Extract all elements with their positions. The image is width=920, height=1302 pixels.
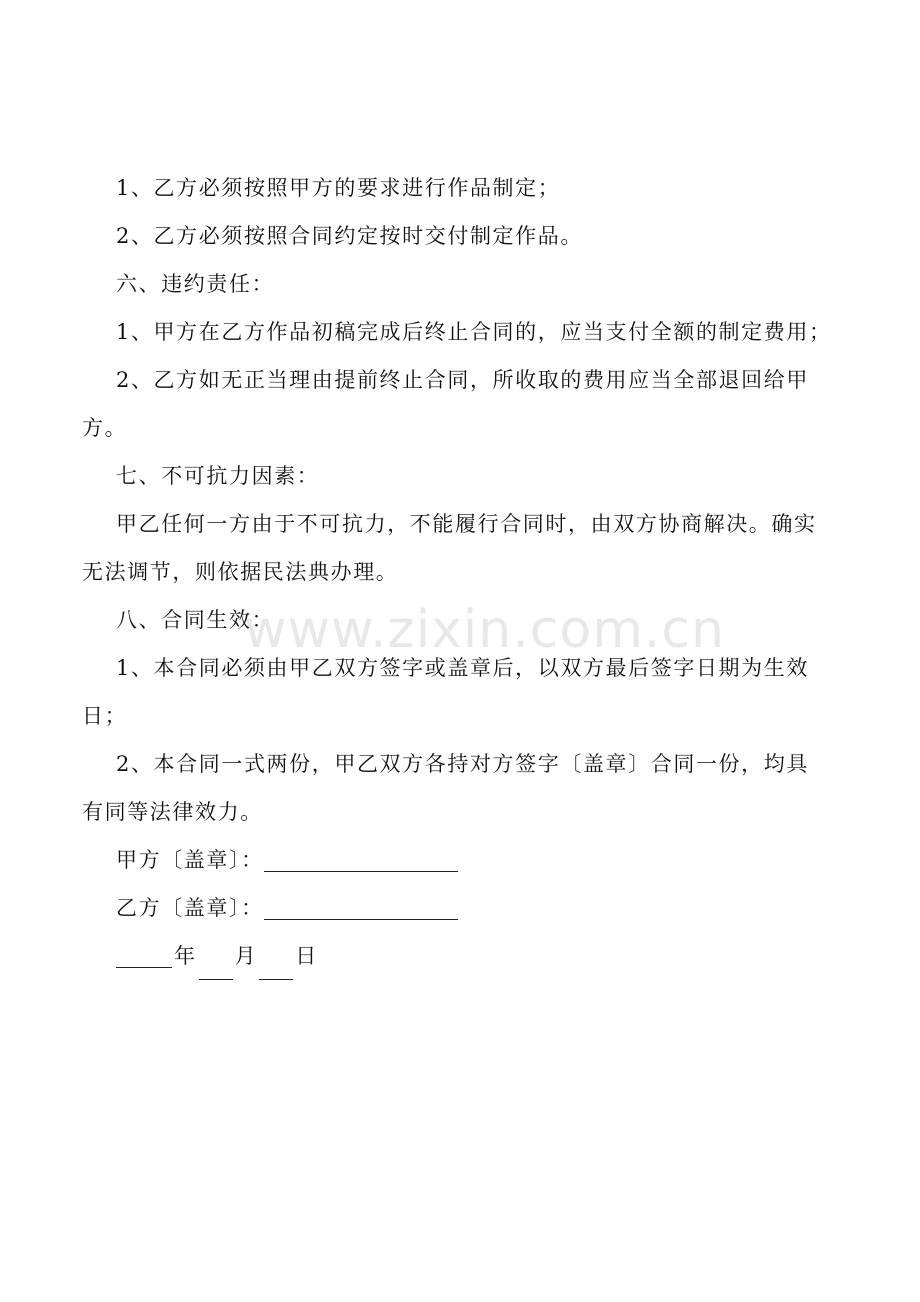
day-field[interactable] [259,951,293,980]
day-label: 日 [295,944,318,968]
contract-body [82,164,842,980]
section-heading-liability: 六、违约责任： [116,272,275,296]
party-a-signature-row [82,836,842,884]
effectiveness-clause-2-continued: 有同等法律效力。 [82,800,263,824]
party-b-label: 乙方〔盖章〕： [116,896,264,920]
section-heading-effectiveness: 八、合同生效： [116,608,275,632]
liability-clause-1: 1、甲方在乙方作品初稿完成后终止合同的，应当支付全额的制定费用； [116,320,832,344]
party-b-signature-row [82,884,842,932]
party-a-label: 甲方〔盖章〕： [116,848,264,872]
force-majeure-clause-continued: 无法调节，则依据民法典办理。 [82,560,399,584]
effectiveness-clause-1: 1、本合同必须由甲乙双方签字或盖章后，以双方最后签字日期为生效 [116,656,809,680]
effectiveness-clause-1-continued: 日； [82,704,128,728]
section-heading-force-majeure: 七、不可抗力因素： [116,464,320,488]
force-majeure-clause: 甲乙任何一方由于不可抗力，不能履行合同时，由双方协商解决。确实 [116,512,817,536]
liability-clause-2: 2、乙方如无正当理由提前终止合同，所收取的费用应当全部退回给甲 [116,368,809,392]
clause-b-1: 1、乙方必须按照甲方的要求进行作品制定； [116,176,561,200]
year-label: 年 [174,944,197,968]
date-row [82,932,842,980]
clause-b-2: 2、乙方必须按照合同约定按时交付制定作品。 [116,224,583,248]
watermark: www.zixin.com.cn [244,600,725,660]
month-field[interactable] [199,951,233,980]
party-a-signature-field[interactable] [264,843,458,872]
month-label: 月 [234,944,258,968]
effectiveness-clause-2: 2、本合同一式两份，甲乙双方各持对方签字〔盖章〕合同一份，均具 [116,752,809,776]
liability-clause-2-continued: 方。 [82,416,128,440]
year-field[interactable] [116,939,172,968]
party-b-signature-field[interactable] [264,891,458,920]
